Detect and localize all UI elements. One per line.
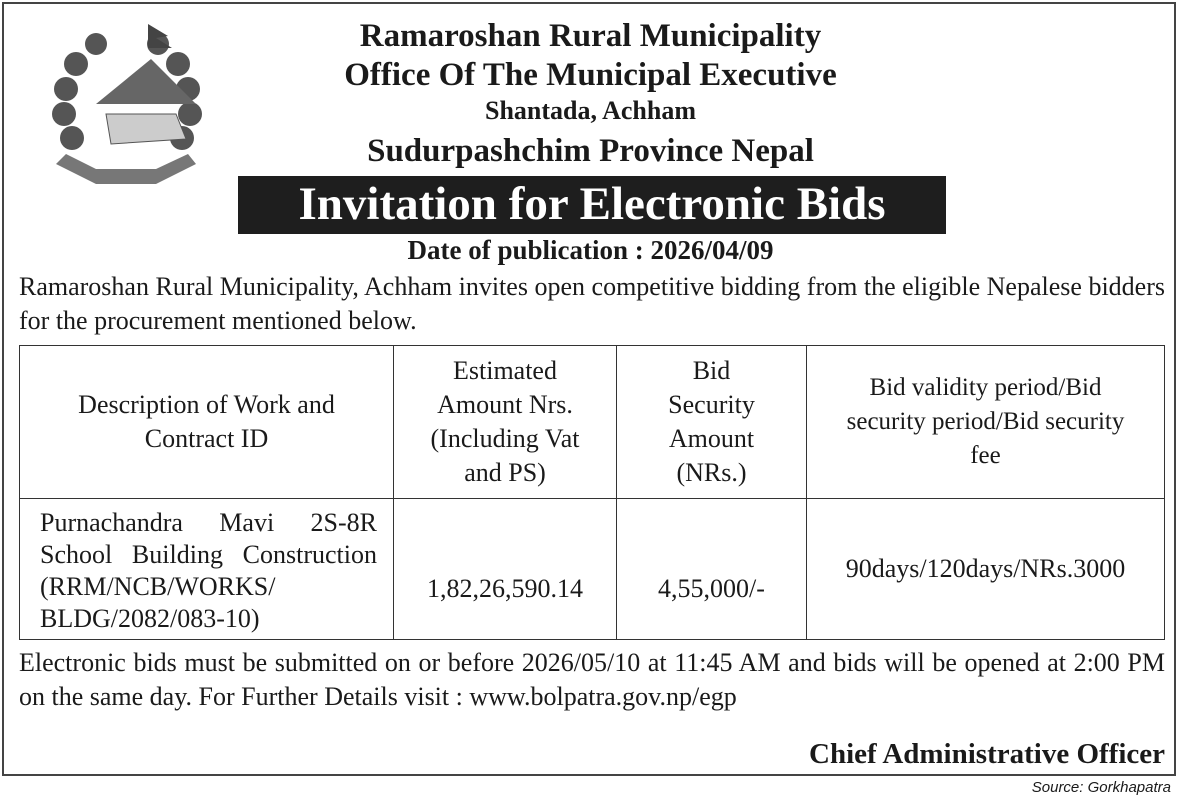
table-header-row bbox=[20, 346, 1165, 499]
header-bid-security: Bid Security Amount (NRs.) bbox=[617, 346, 807, 499]
header-description: Description of Work and Contract ID bbox=[20, 346, 394, 499]
estimated-amount: 1,82,26,590.14 bbox=[394, 499, 617, 640]
bid-security-amount: 4,55,000/- bbox=[617, 499, 807, 640]
intro-paragraph: Ramaroshan Rural Municipality, Achham invites open competitive bidding from the eligible Nepalese bidders for the procurement mentioned below. bbox=[19, 272, 1165, 335]
table-row bbox=[20, 499, 1165, 640]
bid-table bbox=[19, 345, 1165, 640]
submission-paragraph: Electronic bids must be submitted on or before 2026/05/10 at 11:45 AM and bids will be opened at 2:00 PM on the same day. For Further Details visit : www.bolpatra.gov.np/egp bbox=[19, 648, 1165, 711]
office-name: Office Of The Municipal Executive bbox=[344, 57, 837, 93]
signatory: Chief Administrative Officer bbox=[809, 738, 1165, 770]
work-description: Purnachandra Mavi 2S-8R School Building Construction (RRM/NCB/WORKS/ BLDG/2082/083-10) bbox=[20, 499, 394, 640]
notice-title: Invitation for Electronic Bids bbox=[238, 176, 946, 234]
header-estimated-amount: Estimated Amount Nrs. (Including Vat and PS) bbox=[394, 346, 617, 499]
province: Sudurpashchim Province Nepal bbox=[367, 133, 814, 169]
publication-date: Date of publication : 2026/04/09 bbox=[407, 235, 774, 265]
org-name: Ramaroshan Rural Municipality bbox=[359, 18, 822, 54]
header-validity: Bid validity period/Bid security period/Bid security fee bbox=[807, 346, 1165, 499]
source-credit: Source: Gorkhapatra bbox=[1031, 779, 1171, 796]
office-location: Shantada, Achham bbox=[485, 96, 696, 125]
validity-period: 90days/120days/NRs.3000 bbox=[807, 499, 1165, 640]
